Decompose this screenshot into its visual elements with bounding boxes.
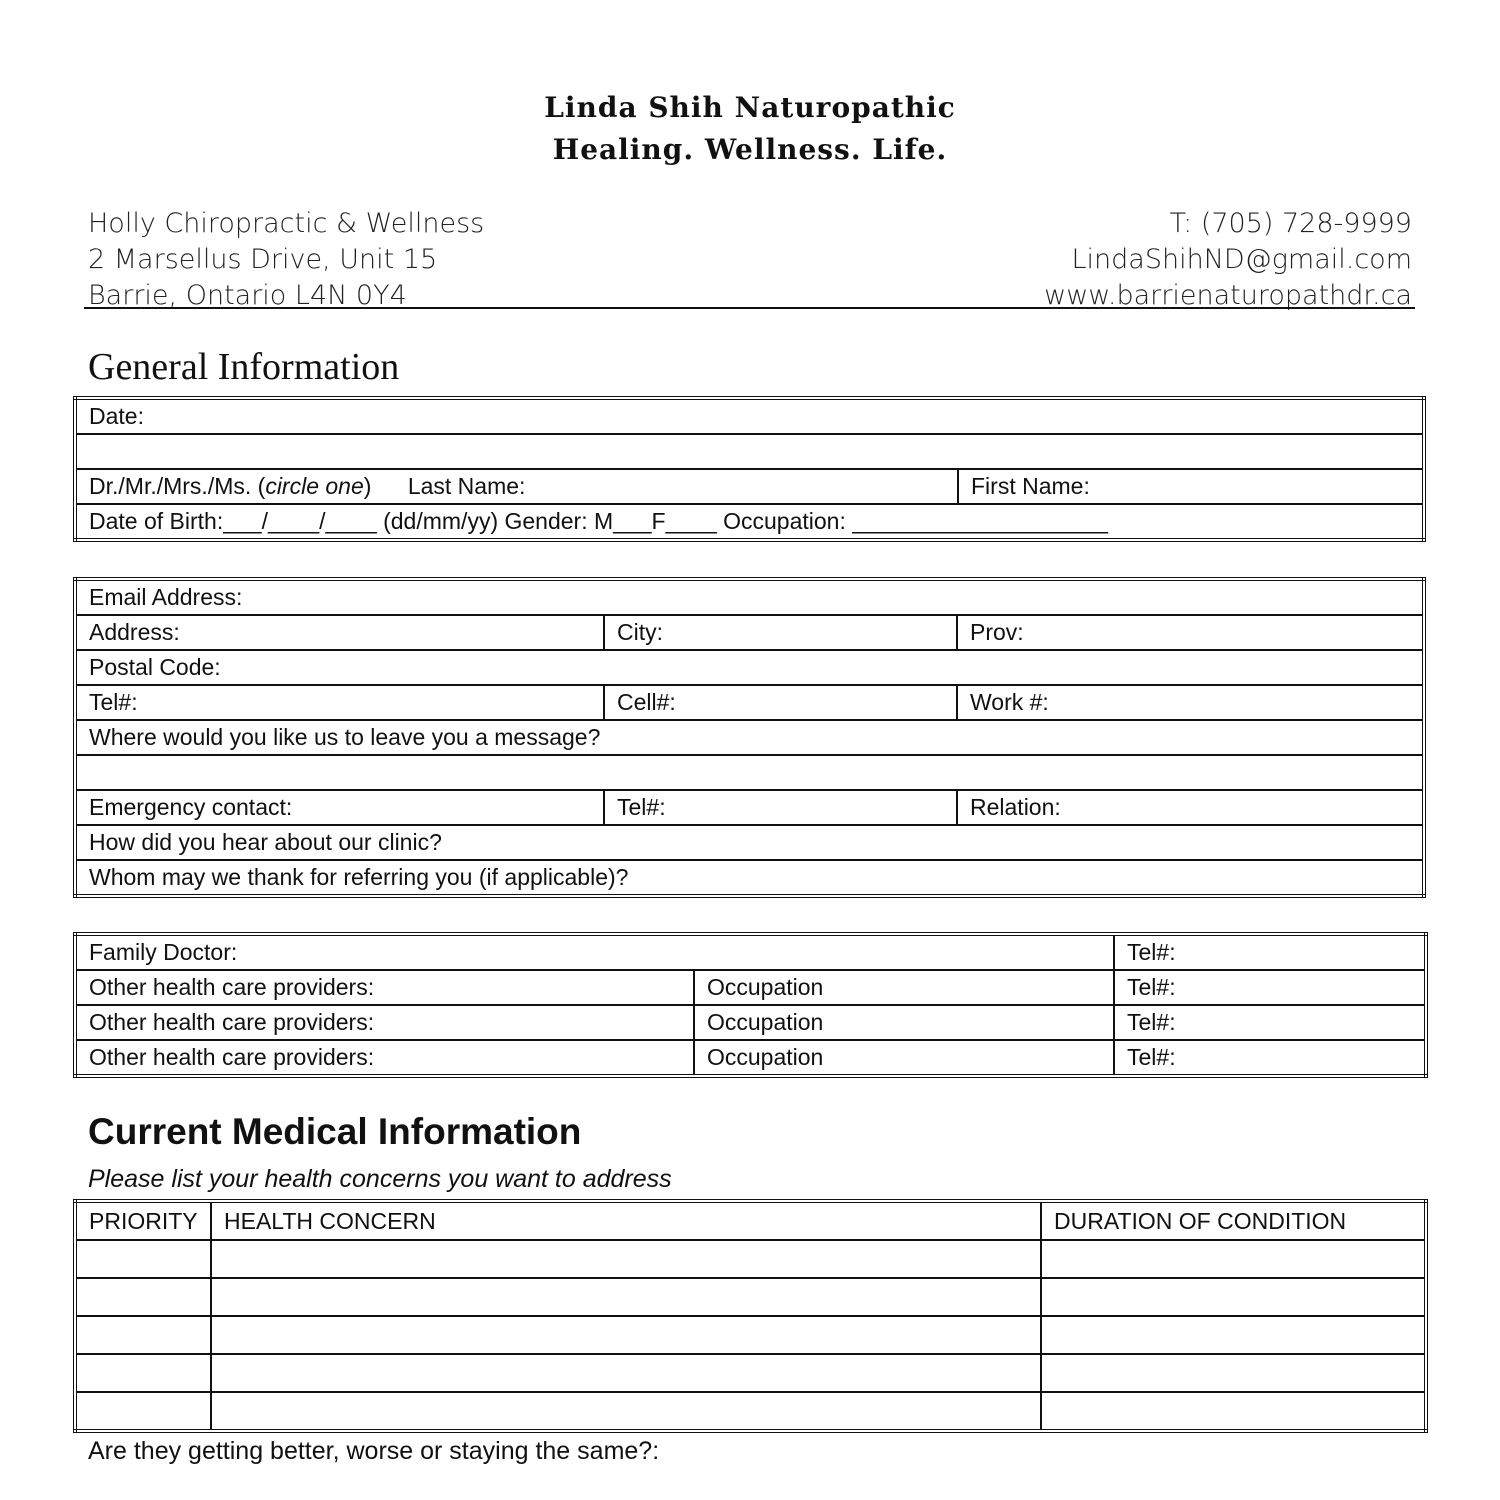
priority-cell[interactable] xyxy=(75,1392,211,1431)
dob-gender-occupation-row[interactable] xyxy=(75,504,1424,540)
provider-field[interactable] xyxy=(75,1005,694,1040)
general-info-table xyxy=(73,396,1426,542)
provider-tel-field[interactable] xyxy=(1114,1040,1426,1076)
provider-tel-field[interactable] xyxy=(1114,970,1426,1005)
contact-info-table xyxy=(73,577,1426,898)
family-doctor-field[interactable] xyxy=(75,934,1114,970)
emergency-contact-label: Emergency contact: xyxy=(89,794,293,820)
duration-cell[interactable] xyxy=(1041,1392,1426,1431)
emergency-tel-field[interactable] xyxy=(604,790,957,825)
family-doctor-label: Family Doctor: xyxy=(89,939,238,965)
provider-occupation-field[interactable] xyxy=(694,970,1114,1005)
duration-cell[interactable] xyxy=(1041,1240,1426,1278)
priority-cell[interactable] xyxy=(75,1278,211,1316)
email-label: Email Address: xyxy=(89,584,243,610)
tel-label: Tel#: xyxy=(89,689,138,715)
provider-label: Other health care providers: xyxy=(89,974,375,1000)
referrer-label: Whom may we thank for referring you (if applicable)? xyxy=(89,864,629,890)
address-label: Address: xyxy=(89,619,180,645)
date-label: Date: xyxy=(89,403,144,429)
provider-label: Other health care providers: xyxy=(89,1044,375,1070)
clinic-street-address: 2 Marsellus Drive, Unit 15 xyxy=(88,244,438,275)
general-info-title: General Information xyxy=(88,346,400,388)
providers-table xyxy=(73,932,1428,1078)
cell-label: Cell#: xyxy=(617,689,676,715)
health-concern-cell[interactable] xyxy=(211,1278,1041,1316)
provider-label: Other health care providers: xyxy=(89,1009,375,1035)
health-concern-cell[interactable] xyxy=(211,1316,1041,1354)
first-name-label: First Name: xyxy=(971,473,1090,499)
clinic-tagline: Healing. Wellness. Life. xyxy=(552,133,948,166)
duration-cell[interactable] xyxy=(1041,1316,1426,1354)
header-divider xyxy=(84,307,1415,309)
medical-info-title: Current Medical Information xyxy=(88,1111,582,1152)
priority-cell[interactable] xyxy=(75,1316,211,1354)
postal-code-field[interactable] xyxy=(75,650,1424,685)
priority-header: PRIORITY xyxy=(75,1201,211,1240)
city-field[interactable] xyxy=(604,615,957,650)
family-doctor-tel-label: Tel#: xyxy=(1127,939,1176,965)
provider-field[interactable] xyxy=(75,1040,694,1076)
emergency-contact-field[interactable] xyxy=(75,790,604,825)
emergency-tel-label: Tel#: xyxy=(617,794,666,820)
provider-occupation-field[interactable] xyxy=(694,1005,1114,1040)
provider-tel-field[interactable] xyxy=(1114,1005,1426,1040)
date-field[interactable] xyxy=(75,398,1424,434)
name-row[interactable] xyxy=(75,469,958,504)
work-field[interactable] xyxy=(957,685,1424,720)
clinic-city: Barrie, Ontario L4N 0Y4 xyxy=(88,280,407,311)
dob-gender-occupation-label: Date of Birth:___/____/____ (dd/mm/yy) Gender: M___F____ Occupation: ____________________ xyxy=(89,508,1109,534)
message-preference-label: Where would you like us to leave you a message? xyxy=(89,724,601,750)
message-preference-field[interactable] xyxy=(75,720,1424,755)
family-doctor-tel-field[interactable] xyxy=(1114,934,1426,970)
prov-field[interactable] xyxy=(957,615,1424,650)
provider-tel-label: Tel#: xyxy=(1127,1009,1176,1035)
work-label: Work #: xyxy=(970,689,1049,715)
relation-label: Relation: xyxy=(970,794,1061,820)
provider-occupation-label: Occupation xyxy=(707,974,824,1000)
priority-cell[interactable] xyxy=(75,1354,211,1392)
tel-field[interactable] xyxy=(75,685,604,720)
duration-header: DURATION OF CONDITION xyxy=(1041,1201,1426,1240)
provider-occupation-label: Occupation xyxy=(707,1044,824,1070)
last-name-label: Last Name: xyxy=(407,473,526,499)
provider-occupation-label: Occupation xyxy=(707,1009,824,1035)
referrer-field[interactable] xyxy=(75,860,1424,896)
address-field[interactable] xyxy=(75,615,604,650)
cell-field[interactable] xyxy=(604,685,957,720)
medical-info-hint: Please list your health concerns you want to address xyxy=(88,1165,672,1193)
condition-trend-question: Are they getting better, worse or staying the same?: xyxy=(88,1437,660,1465)
salutation-hint: circle one xyxy=(265,473,364,499)
prov-label: Prov: xyxy=(970,619,1024,645)
provider-occupation-field[interactable] xyxy=(694,1040,1114,1076)
provider-field[interactable] xyxy=(75,970,694,1005)
health-concern-header: HEALTH CONCERN xyxy=(211,1201,1041,1240)
clinic-name: Linda Shih Naturopathic xyxy=(544,91,956,124)
referral-source-label: How did you hear about our clinic? xyxy=(89,829,442,855)
salutation-label: Dr./Mr./Mrs./Ms. ( xyxy=(89,473,266,499)
health-concern-cell[interactable] xyxy=(211,1392,1041,1431)
health-concerns-table xyxy=(73,1199,1428,1433)
clinic-email[interactable]: LindaShihND@gmail.com xyxy=(1071,244,1412,275)
provider-tel-label: Tel#: xyxy=(1127,1044,1176,1070)
health-concern-cell[interactable] xyxy=(211,1240,1041,1278)
email-field[interactable] xyxy=(75,579,1424,615)
blank-row[interactable] xyxy=(75,434,1424,469)
priority-cell[interactable] xyxy=(75,1240,211,1278)
salutation-close: ) xyxy=(363,473,372,499)
provider-tel-label: Tel#: xyxy=(1127,974,1176,1000)
blank-row[interactable] xyxy=(75,755,1424,790)
duration-cell[interactable] xyxy=(1041,1354,1426,1392)
clinic-location-name: Holly Chiropractic & Wellness xyxy=(88,208,485,239)
duration-cell[interactable] xyxy=(1041,1278,1426,1316)
city-label: City: xyxy=(617,619,663,645)
clinic-website[interactable]: www.barrienaturopathdr.ca xyxy=(1044,280,1412,311)
first-name-field[interactable] xyxy=(958,469,1424,504)
referral-source-field[interactable] xyxy=(75,825,1424,860)
clinic-phone: T: (705) 728-9999 xyxy=(1169,208,1412,239)
postal-code-label: Postal Code: xyxy=(89,654,221,680)
relation-field[interactable] xyxy=(957,790,1424,825)
health-concern-cell[interactable] xyxy=(211,1354,1041,1392)
